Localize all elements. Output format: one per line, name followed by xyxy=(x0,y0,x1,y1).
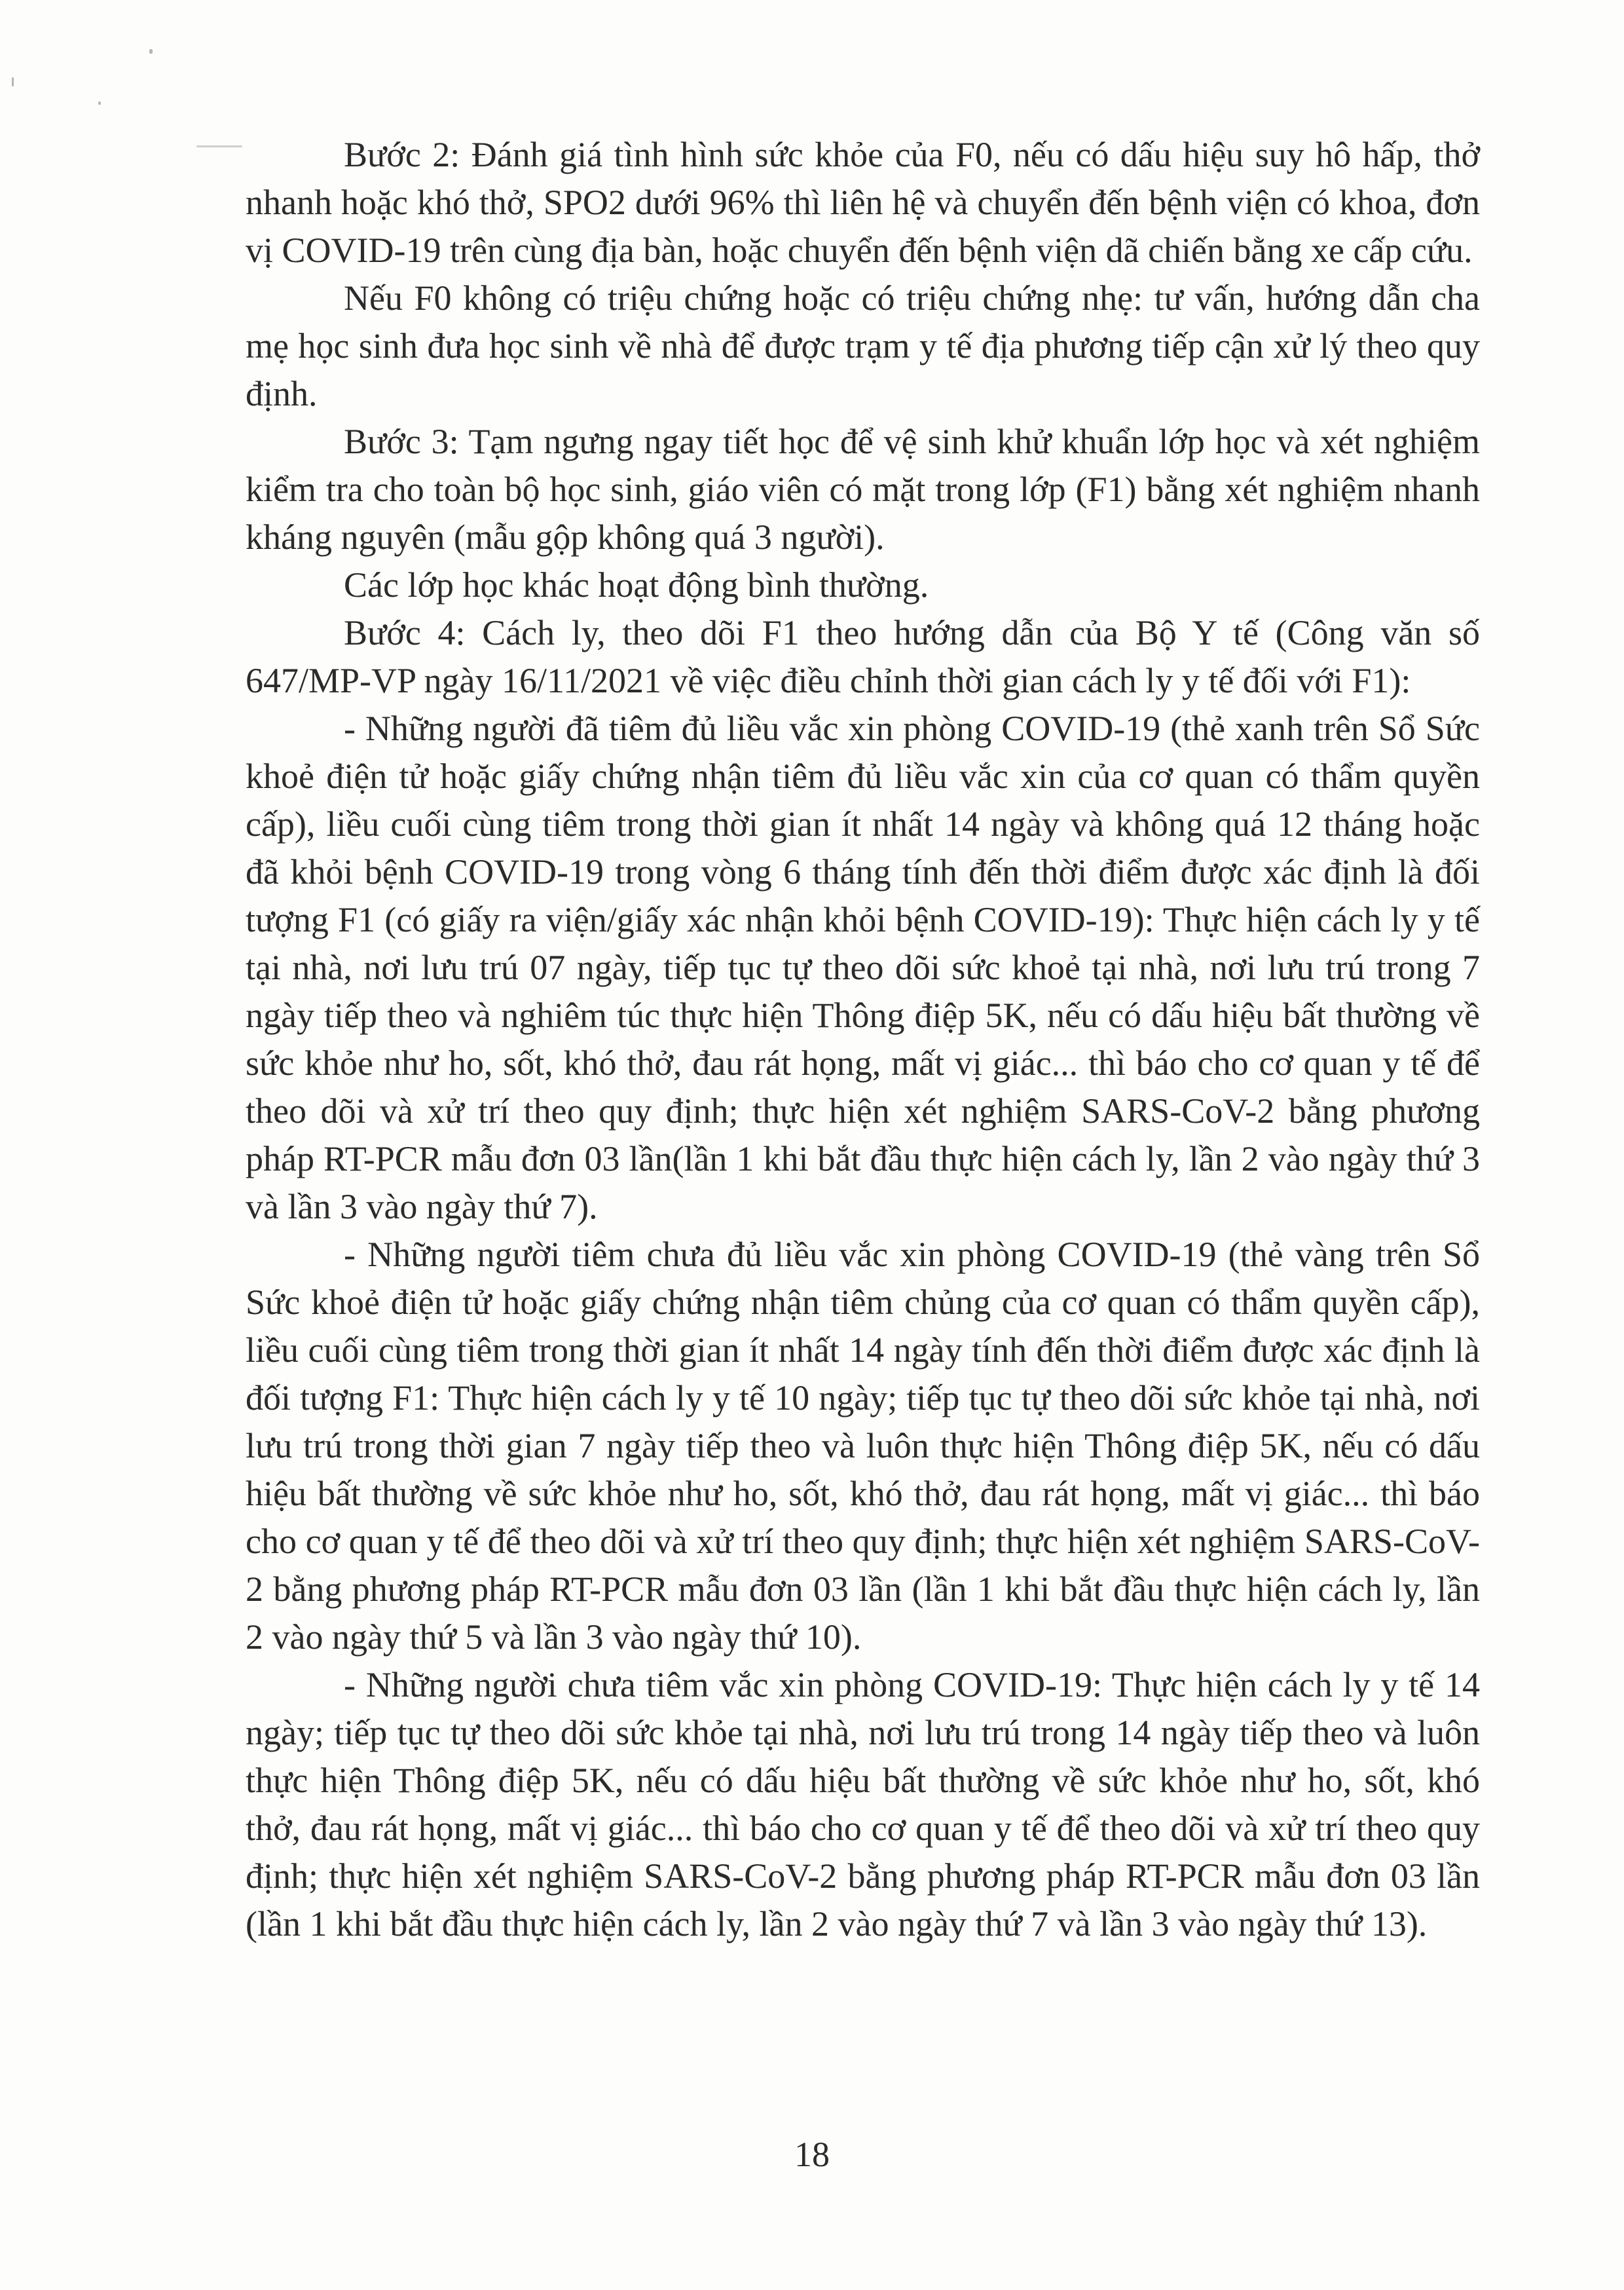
paragraph-unvaccinated: - Những người chưa tiêm vắc xin phòng COVID-19: Thực hiện cách ly y tế 14 ngày; tiếp tục tự theo dõi sức khỏe tại nhà, nơi lưu trú trong 14 ngày tiếp theo và luôn thực hiện Thông điệp 5K, nếu có dấu hiệu bất thường về sức khỏe như ho, sốt, khó thở, đau rát họng, mất vị giác... thì báo cho cơ quan y tế để theo dõi và xử trí theo quy định; thực hiện xét nghiệm SARS-CoV-2 bằng phương pháp RT-PCR mẫu đơn 03 lần (lần 1 khi bắt đầu thực hiện cách ly, lần 2 vào ngày thứ 7 và lần 3 vào ngày thứ 13). xyxy=(246,1665,1480,1943)
paragraph-step-3: Bước 3: Tạm ngưng ngay tiết học để vệ sinh khử khuẩn lớp học và xét nghiệm kiểm tra cho toàn bộ học sinh, giáo viên có mặt trong lớp (F1) bằng xét nghiệm nhanh kháng nguyên (mẫu gộp không quá 3 người). xyxy=(246,422,1480,557)
paragraph-fully-vaccinated: - Những người đã tiêm đủ liều vắc xin phòng COVID-19 (thẻ xanh trên Sổ Sức khoẻ điện tử hoặc giấy chứng nhận tiêm đủ liều vắc xin của cơ quan có thẩm quyền cấp), liều cuối cùng tiêm trong thời gian ít nhất 14 ngày và không quá 12 tháng hoặc đã khỏi bệnh COVID-19 trong vòng 6 tháng tính đến thời điểm được xác định là đối tượng F1 (có giấy ra viện/giấy xác nhận khỏi bệnh COVID-19): Thực hiện cách ly y tế tại nhà, nơi lưu trú 07 ngày, tiếp tục tự theo dõi sức khoẻ tại nhà, nơi lưu trú trong 7 ngày tiếp theo và nghiêm túc thực hiện Thông điệp 5K, nếu có dấu hiệu bất thường về sức khỏe như ho, sốt, khó thở, đau rát họng, mất vị giác... thì báo cho cơ quan y tế để theo dõi và xử trí theo quy định; thực hiện xét nghiệm SARS-CoV-2 bằng phương pháp RT-PCR mẫu đơn 03 lần(lần 1 khi bắt đầu thực hiện cách ly, lần 2 vào ngày thứ 3 và lần 3 vào ngày thứ 7). xyxy=(246,709,1480,1226)
paragraph-step-2: Bước 2: Đánh giá tình hình sức khỏe của F0, nếu có dấu hiệu suy hô hấp, thở nhanh hoặc khó thở, SPO2 dưới 96% thì liên hệ và chuyển đến bệnh viện có khoa, đơn vị COVID-19 trên cùng địa bàn, hoặc chuyển đến bệnh viện dã chiến bằng xe cấp cứu. xyxy=(246,135,1480,270)
paragraph-step-4: Bước 4: Cách ly, theo dõi F1 theo hướng dẫn của Bộ Y tế (Công văn số 647/MP-VP ngày 16/11/2021 về việc điều chỉnh thời gian cách ly y tế đối với F1): xyxy=(246,613,1480,700)
paragraph-partially-vaccinated: - Những người tiêm chưa đủ liều vắc xin phòng COVID-19 (thẻ vàng trên Sổ Sức khoẻ điện tử hoặc giấy chứng nhận tiêm chủng của cơ quan có thẩm quyền cấp), liều cuối cùng tiêm trong thời gian ít nhất 14 ngày tính đến thời điểm được xác định là đối tượng F1: Thực hiện cách ly y tế 10 ngày; tiếp tục tự theo dõi sức khỏe tại nhà, nơi lưu trú trong thời gian 7 ngày tiếp theo và luôn thực hiện Thông điệp 5K, nếu có dấu hiệu bất thường về sức khỏe như ho, sốt, khó thở, đau rát họng, mất vị giác... thì báo cho cơ quan y tế để theo dõi và xử trí theo quy định; thực hiện xét nghiệm SARS-CoV-2 bằng phương pháp RT-PCR mẫu đơn 03 lần (lần 1 khi bắt đầu thực hiện cách ly, lần 2 vào ngày thứ 5 và lần 3 vào ngày thứ 10). xyxy=(246,1235,1480,1657)
paragraph-other-classes: Các lớp học khác hoạt động bình thường. xyxy=(344,565,929,605)
scan-speck xyxy=(149,49,153,54)
scan-speck xyxy=(98,102,101,105)
scan-speck xyxy=(196,145,242,147)
page-number: 18 xyxy=(794,2135,830,2174)
paragraph-f0-mild: Nếu F0 không có triệu chứng hoặc có triệu chứng nhẹ: tư vấn, hướng dẫn cha mẹ học sinh đưa học sinh về nhà để được trạm y tế địa phương tiếp cận xử lý theo quy định. xyxy=(246,278,1480,413)
scan-speck xyxy=(12,77,14,86)
document-body xyxy=(246,131,1480,1948)
